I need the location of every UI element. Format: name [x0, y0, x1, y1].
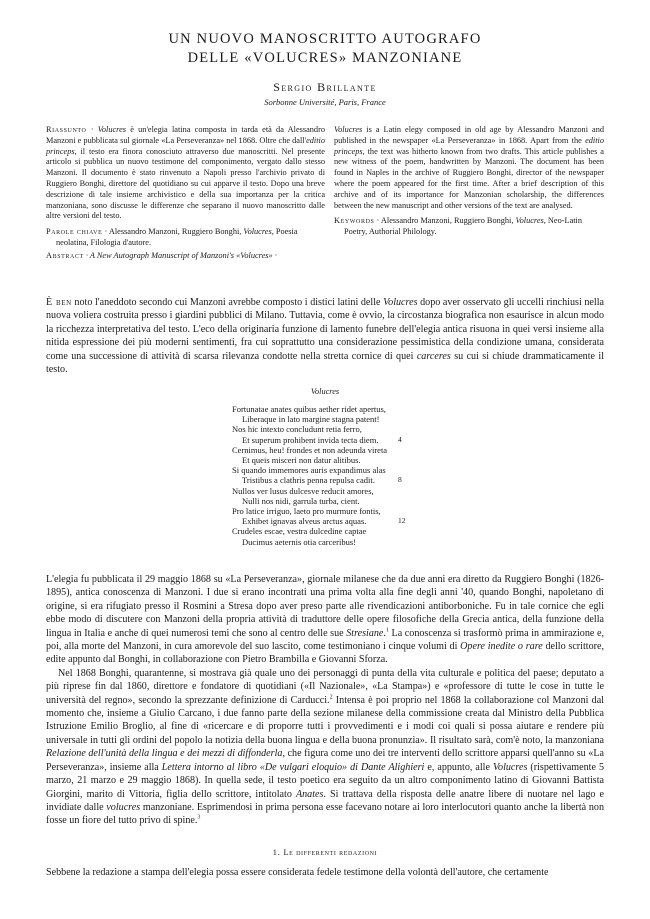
keywords-label: Keywords — [334, 216, 375, 226]
section-heading — [0, 848, 650, 857]
intro-section — [46, 296, 604, 376]
abstract-paragraph: Volucres is a Latin elegy composed in old age by Alessandro Manzoni and published in the newspaper «La Perseveranza» in 1868. Apart from the editio princeps, the text was hitherto known from two drafts. This article publishes a new witness of the poem, handwritten by Manzoni. The document has been found in Naples in the archive of Ruggiero Bonghi, director of the newspaper where the poem appeared for the first time. After a brief description of this archive and of its importance for Manzonian scholarship, the differences between the new manuscript and other versions of the text are analysed. — [334, 125, 604, 210]
section-number: 1. — [272, 848, 281, 857]
author-affiliation: Sorbonne Université, Paris, France — [264, 97, 386, 107]
riassunto-label: Riassunto — [46, 125, 87, 134]
poem-line-text: Crudeles escae, vestra dulcedine captae — [232, 526, 367, 537]
poem-line — [232, 435, 432, 445]
intro-paragraph: È ben noto l'aneddoto secondo cui Manzoni avrebbe composto i distici latini delle Volucres dopo aver osservato gli uccelli rinchiusi nella nuova voliera costruita presso i giardini pubblici di Milano. Tuttavia, come è ovvio, la circostanza biografica non esaurisce in alcun modo la ricchezza interpretativa del testo. L'eco della originaria funzione di lamento funebre dell'elegia antica risuona in quei versi insieme alla nitida espressione dei più moderni sentimenti, fra cui soprattutto una considerazione pessimistica della condizione umana, considerata come una successione di attività di scarsa rilevanza condotte nella stretta cornice di quei carceres su cui si chiude drammaticamente il testo. — [46, 297, 604, 376]
poem-title: Volucres — [310, 387, 340, 396]
poem-text — [232, 404, 432, 547]
footnote-ref[interactable]: 3 — [197, 814, 201, 821]
poem-line-text: Fortunatae anates quibus aether ridet apertus, — [232, 404, 386, 414]
poem-line-text: Si quando immemores auris expandimus alas — [232, 465, 386, 476]
body-paragraph-2: Nel 1868 Bonghi, quarantenne, si mostrava già quale uno dei personaggi di punta della vita culturale e politica del paese; deputato a più riprese fin dal 1860, direttore e fondatore di quotidiani («Il Nazionale», «La Stampa») e «professore di tutte le cose in tutte le università del regno», secondo la sprezzante definizione di Carducci.$^2$ Intensa è poi proprio nel 1868 la collaborazione col Manzoni dal momento che, insieme a Giulio Carcano, i due fanno parte della sezione milanese della commissione creata dal Ministro della Pubblica Istruzione Emilio Broglio, al fine di «ricercare e di proporre tutti i provvedimenti e i modi coi quali si possa aiutare e rendere più universale in tutti gli ordini del popolo la notizia della buona lingua e della buona pronunzia». Il risultato sarà, com'è noto, la manzoniana Relazione dell'unità della lingua e dei mezzi di diffonderla, che figura come uno dei tre interventi dello scrittore apparsi quell'anno su «La Perseveranza», insieme alla Lettera intorno al libro «De vulgari eloquio» di Dante Alighieri e, appunto, alle Volucres (rispettivamente 5 marzo, 21 marzo e 29 maggio 1868). In quella sede, il testo poetico era seguito da un altro componimento latino di Giovanni Battista Giorgini, marito di Vittoria, figlia dello scrittore, intitolato Anates. Si trattava della risposta delle anatre libere di nuotare nel lago e invidiate dalle volucres manzoniane. Esprimendosi in prima persona esse facevano notare ai loro interlocutori quanto anche la libertà non fosse un fiore del tutto privo di spine.$^3$ — [46, 667, 605, 827]
abstract-label: Abstract — [46, 250, 84, 260]
poem-line — [232, 445, 432, 455]
main-section — [46, 573, 604, 828]
line-number: 12 — [398, 516, 406, 526]
poem-line — [232, 404, 432, 414]
author-name: Sergio Brillante — [273, 80, 377, 94]
intro-lead: È ben — [46, 297, 72, 308]
poem-line — [232, 526, 432, 536]
poem-line-text: Pro latice irriguo, laeto pro murmure fontis, — [232, 506, 381, 517]
poem-line — [232, 496, 432, 506]
poem-line-text: Cernimus, heu! frondes et non adeunda vireta — [232, 444, 388, 455]
riassunto-paragraph: Riassunto · Volucres è un'elegia latina composta in tarda età da Alessandro Manzoni e pubblicata sul giornale «La Perseveranza» nel 1868. Oltre che dall'editio princeps, il testo era finora conosciuto attraverso due manoscritti. Nel presente articolo si pubblica un nuovo testimone del componimento, vergato dallo stesso Manzoni. Il documento è stato rinvenuto a Napoli presso l'archivio privato di Ruggiero Bonghi, direttore del quotidiano su cui apparve il testo. Dopo una breve descrizione di tale insieme archivistico e della sua importanza per la critica manzoniana, sono discusse le differenze che separano il nuovo manoscritto dalle altre versioni del testo. — [46, 125, 325, 221]
article-title — [0, 30, 650, 68]
poem-line — [232, 486, 432, 496]
poem-line — [232, 516, 432, 526]
section-first-line: Sebbene la redazione a stampa dell'elegia possa essere considerata fedele testimone della volontà dell'autore, che certamente — [46, 867, 549, 878]
footnote-ref[interactable]: 1 — [385, 627, 389, 634]
poem-line — [232, 475, 432, 485]
poem-line-text: Liberaque in lato margine stagna patent! — [242, 414, 380, 425]
poem-line-text: Nullos ver lusus dulcesve reducit amores, — [232, 485, 374, 496]
line-number: 4 — [398, 434, 402, 444]
poem-line — [232, 455, 432, 465]
poem-line — [232, 414, 432, 424]
poem-line-text: Et superum prohibent invida tecta diem. — [242, 434, 379, 445]
english-title-line: Abstract · A New Autograph Manuscript of Manzoni's «Volucres» · — [46, 250, 277, 260]
poem-line — [232, 506, 432, 516]
poem-line — [232, 537, 432, 547]
footnote-ref[interactable]: 2 — [329, 694, 333, 701]
poem-line-text: Nos hic intexto concludunt retia ferro, — [232, 424, 362, 435]
keywords-english: Keywords · Alessandro Manzoni, Ruggiero Bonghi, Volucres, Neo-Latin Poetry, Authorial Philology. — [334, 216, 583, 237]
poem-line-text: Et queis misceri non datur alitibus. — [242, 455, 361, 466]
poem-line-text: Nulli nos nidi, garrula turba, cient. — [242, 495, 360, 506]
body-paragraph-1: L'elegia fu pubblicata il 29 maggio 1868 su «La Perseveranza», giornale milanese che da due anni era diretto da Ruggiero Bonghi (1826-1895), antica conoscenza di Manzoni. I due si erano incontrati una prima volta alla fine degli anni '40, quando Bonghi, napoletano di origine, si era rifugiato presso il Rosmini a Stresa dopo aver preso parte alle rivendicazioni antiborboniche. Fu in tale cornice che egli ebbe modo di discutere con Manzoni della propria attività di traduttore delle opere filosofiche della Grecia antica, della funzione della lingua in Italia e anche di quei numerosi temi che sono al centro delle sue Stresiane.$^1$ La conoscenza si trasformò prima in ammirazione e, poi, alla morte del Manzoni, in cura amorevole del suo lascito, come testimoniano i cinque volumi di Opere inedite o rare dello scrittore, edite appunto dal Bonghi, in collaborazione con Pietro Brambilla e Giovanni Sforza. — [46, 574, 604, 666]
title-line-1: UN NUOVO MANOSCRITTO AUTOGRAFO — [168, 31, 482, 47]
abstract-english — [334, 125, 604, 238]
parole-chiave-label: Parole chiave — [46, 227, 103, 237]
title-line-2: DELLE «VOLUCRES» MANZONIANE — [187, 50, 463, 66]
poem-line — [232, 424, 432, 434]
parole-chiave: Parole chiave · Alessandro Manzoni, Ruggiero Bonghi, Volucres, Poesia neolatina, Filologia d'autore. — [46, 227, 298, 247]
poem-line-text: Tristibus a clathris penna repulsa cadit. — [242, 475, 375, 486]
abstract-italian — [46, 125, 325, 262]
section-title: Le differenti redazioni — [283, 848, 378, 857]
poem-line — [232, 465, 432, 475]
poem-line-text: Ducimus aeternis otia carceribus! — [242, 536, 356, 547]
poem-line-text: Exhibet ignavas alveus arctus aquas. — [242, 516, 367, 527]
line-number: 8 — [398, 475, 402, 485]
